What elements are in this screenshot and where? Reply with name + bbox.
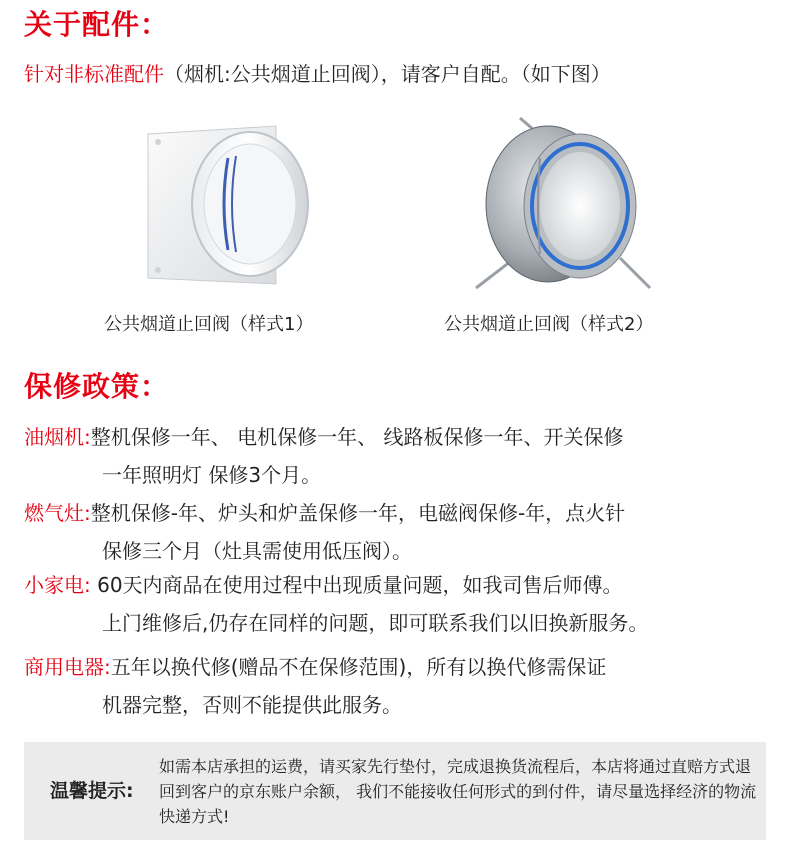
- warranty-item-commercial: [24, 648, 606, 724]
- warranty-text-cont: 一年照明灯 保修3个月。: [102, 463, 322, 487]
- warranty-text: 60天内商品在使用过程中出现质量问题，如我司售后师傅。: [90, 573, 623, 597]
- warranty-text: 五年以换代修(赠品不在保修范围)，所有以换代修需保证: [110, 655, 607, 679]
- warranty-item-range-hood: [24, 418, 623, 494]
- tip-label: 温馨提示:: [50, 780, 134, 802]
- warranty-text-cont: 上门维修后,仍存在同样的问题，即可联系我们以旧换新服务。: [102, 611, 649, 635]
- product-caption-style1: 公共烟道止回阀（样式1）: [104, 314, 314, 335]
- product-image-style1: [100, 98, 400, 318]
- square-plate-check-valve-icon: [100, 98, 400, 318]
- warranty-heading: 保修政策：: [24, 370, 170, 403]
- intro-highlight: 针对非标准配件: [24, 62, 164, 86]
- warranty-label: 油烟机:: [24, 425, 91, 449]
- tip-box: [24, 742, 766, 840]
- product-image-style2: [440, 98, 740, 318]
- warranty-text: 整机保修-年、炉头和炉盖保修一年，电磁阀保修-年，点火针: [90, 501, 626, 525]
- warranty-text-cont: 机器完整，否则不能提供此服务。: [102, 693, 402, 717]
- product-caption-style2: 公共烟道止回阀（样式2）: [444, 314, 654, 335]
- accessories-intro: [24, 60, 611, 88]
- warranty-item-small-appliance: [24, 566, 648, 642]
- intro-text: （烟机:公共烟道止回阀），请客户自配。（如下图）: [164, 62, 611, 86]
- warranty-text: 整机保修一年、 电机保修一年、 线路板保修一年、开关保修: [90, 425, 624, 449]
- warranty-label: 小家电:: [24, 573, 91, 597]
- round-steel-check-valve-icon: [440, 98, 740, 318]
- warranty-label: 商用电器:: [24, 655, 111, 679]
- warranty-label: 燃气灶:: [24, 501, 91, 525]
- accessories-heading: 关于配件：: [24, 8, 170, 41]
- warranty-item-gas-stove: [24, 494, 625, 570]
- tip-text: 如需本店承担的运费，请买家先行垫付，完成退换货流程后，本店将通过直赔方式退回到客户的京东账户余额， 我们不能接收任何形式的到付件，请尽量选择经济的物流快递方式!: [159, 757, 757, 826]
- warranty-text-cont: 保修三个月（灶具需使用低压阀）。: [102, 539, 412, 563]
